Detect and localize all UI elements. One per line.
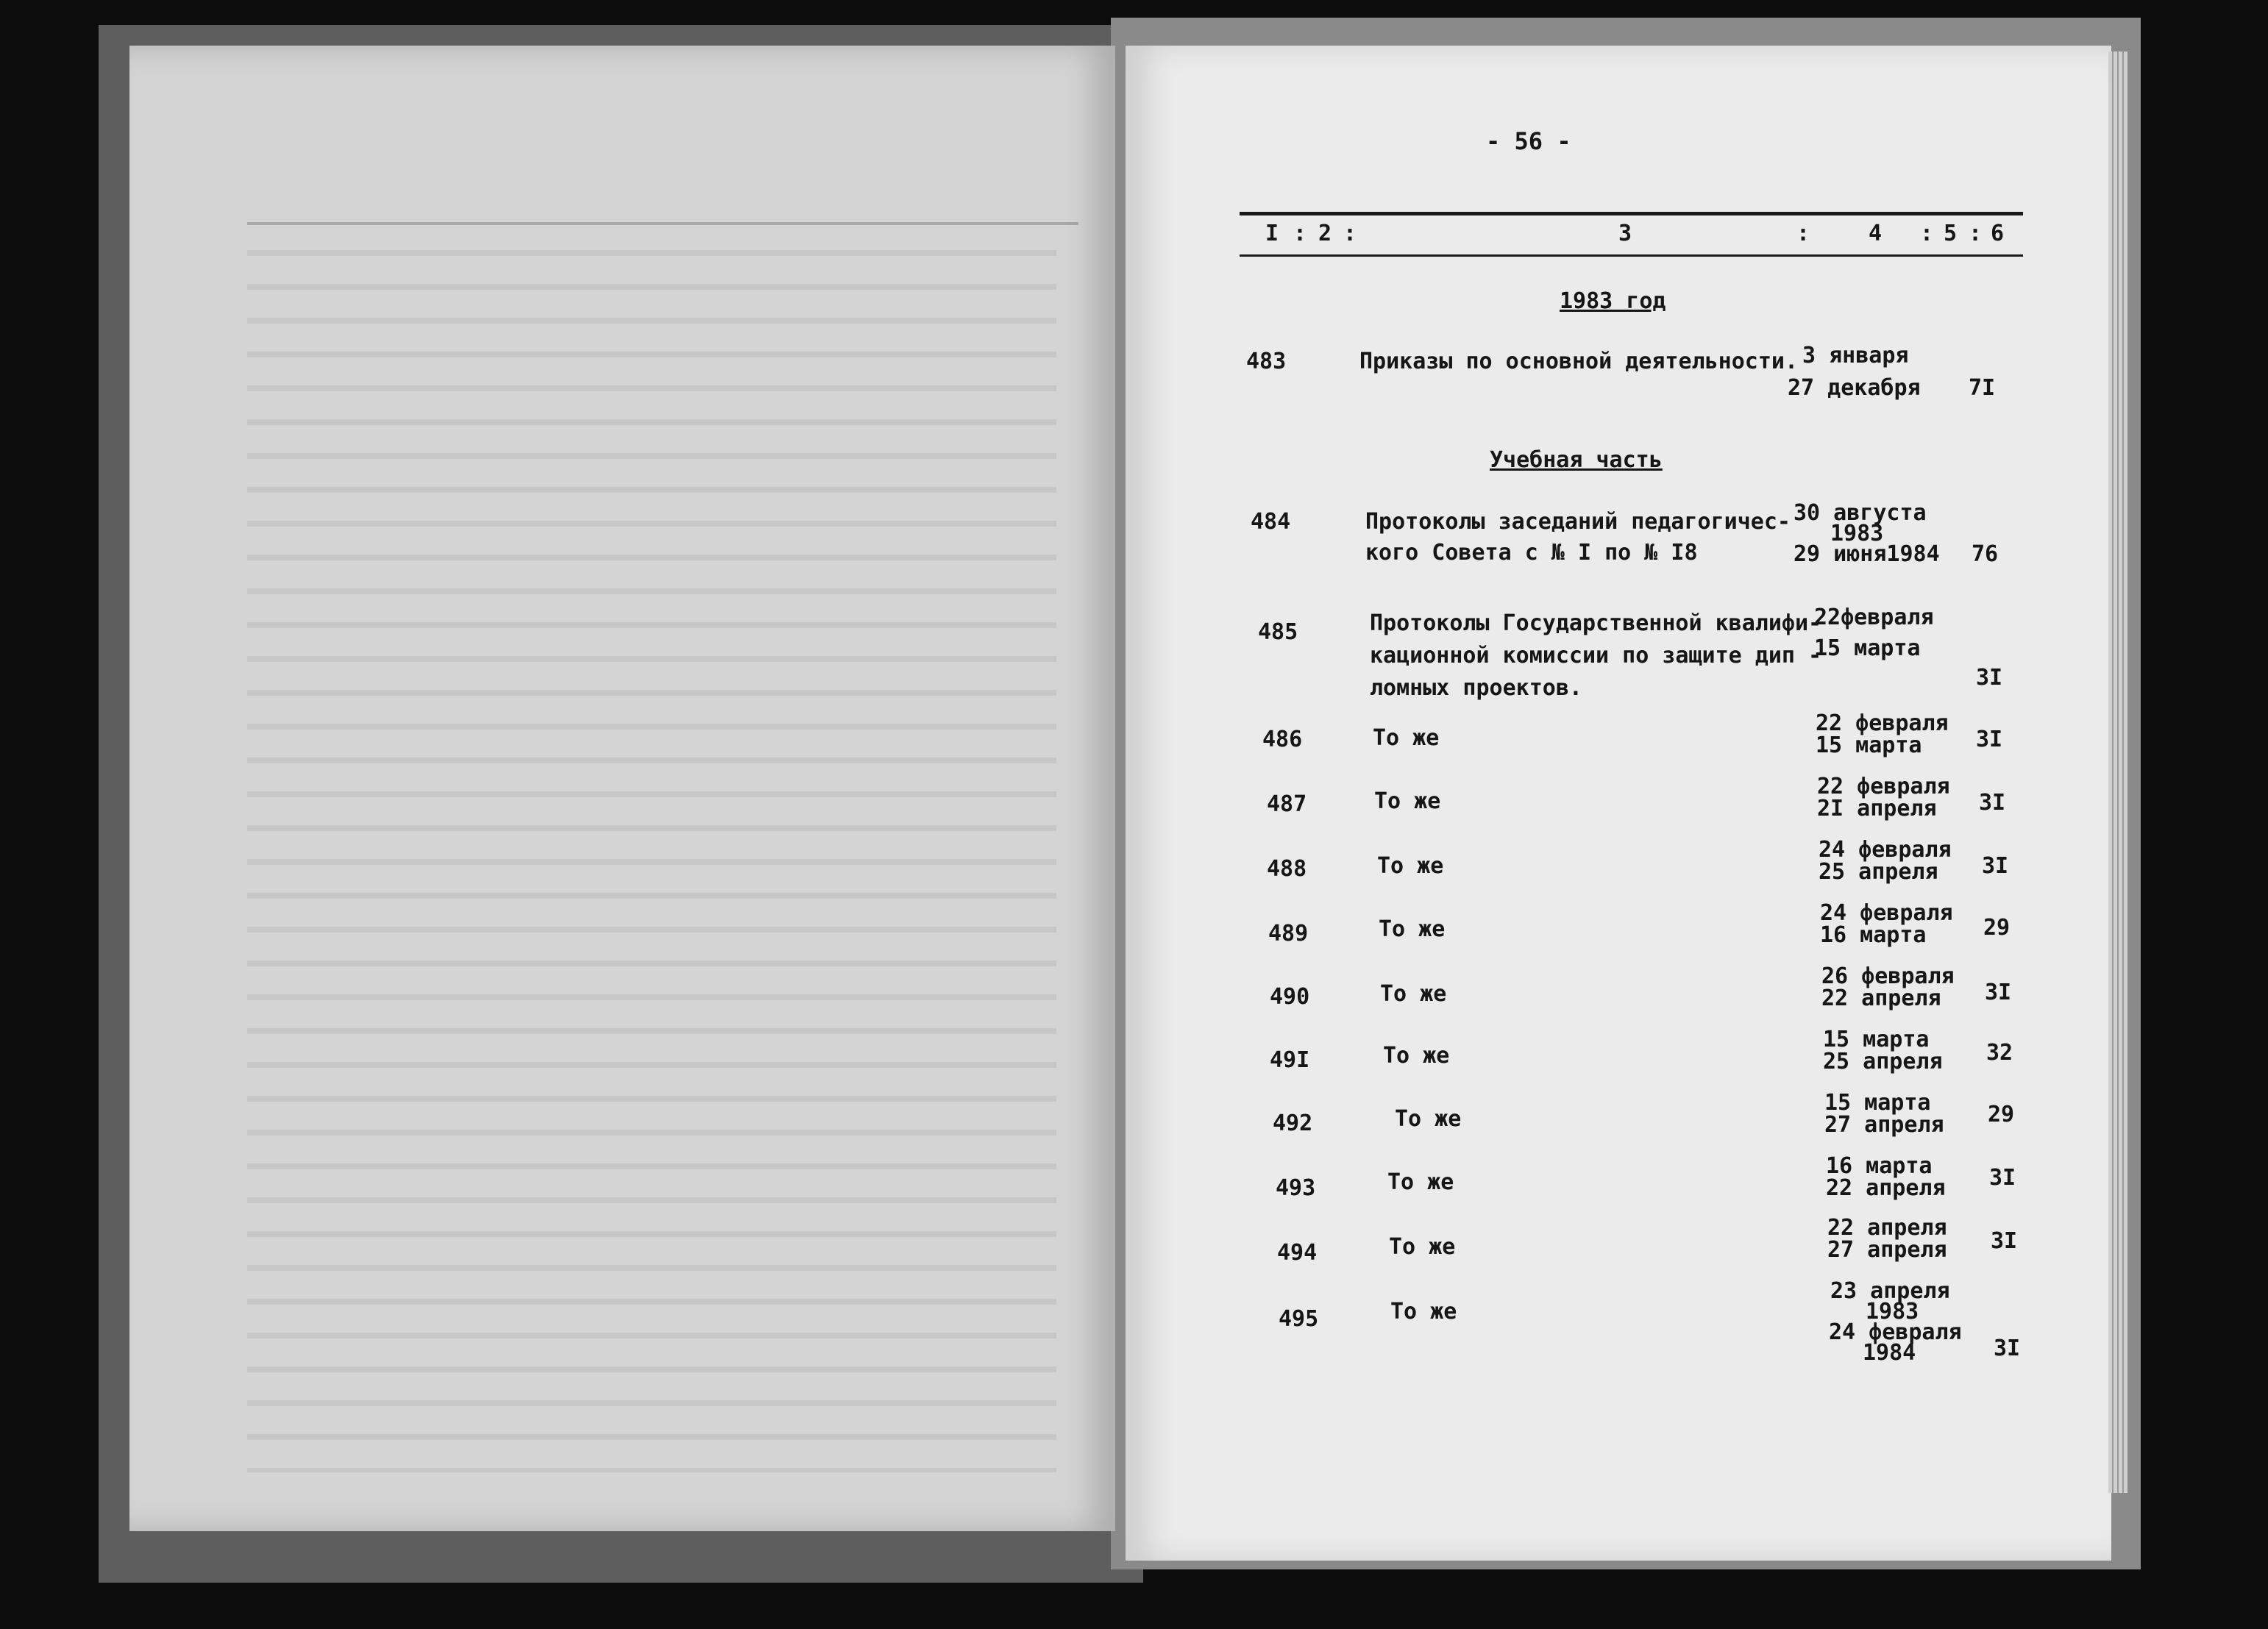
row-date-line: 27 апреля	[1827, 1237, 1947, 1263]
row-date-line: 16 марта	[1826, 1153, 1933, 1179]
row-sheets: 7I	[1969, 375, 1996, 401]
row-number: 490	[1270, 984, 1310, 1010]
page-number: - 56 -	[1486, 127, 1571, 155]
row-date-line: 30 августа	[1794, 500, 1927, 526]
row-date-line: 22 февраля	[1816, 710, 1949, 736]
row-date-line: 15 марта	[1824, 1090, 1931, 1116]
row-number: 493	[1276, 1175, 1316, 1201]
row-date-line: 1984	[1863, 1340, 1916, 1366]
row-title-line: Протоколы заседаний педагогичес-	[1365, 509, 1791, 535]
row-title-line: То же	[1374, 788, 1441, 814]
row-title-line: То же	[1379, 916, 1446, 942]
row-number: 489	[1268, 921, 1309, 947]
row-sheets: 29	[1983, 915, 2011, 941]
row-title-line: То же	[1395, 1106, 1462, 1132]
row-date-line: 15 марта	[1823, 1027, 1930, 1052]
section-heading: Учебная часть	[1490, 447, 1663, 473]
row-sheets: 3I	[1994, 1336, 2021, 1361]
row-sheets: 32	[1986, 1040, 2013, 1066]
row-title-line: То же	[1373, 725, 1440, 751]
row-sheets: 3I	[1982, 853, 2009, 879]
row-date-line: 15 марта	[1814, 635, 1921, 661]
row-number: 484	[1251, 509, 1291, 535]
col-separator: :	[1920, 221, 1934, 246]
row-title-line: То же	[1389, 1234, 1456, 1260]
row-title-line: Протоколы Государственной квалифи-	[1370, 610, 1822, 636]
row-date-line: 29 июня1984	[1794, 541, 1940, 567]
col-header-1: I	[1265, 221, 1279, 246]
row-title-line: То же	[1377, 853, 1444, 879]
row-title-line: То же	[1383, 1043, 1450, 1069]
row-sheets: 29	[1988, 1102, 2015, 1127]
row-date-line: 15 марта	[1816, 732, 1922, 758]
col-separator: :	[1293, 221, 1307, 246]
row-date-line: 24 февраля	[1820, 900, 1953, 926]
row-sheets: 3I	[1991, 1228, 2018, 1254]
col-header-4: 4	[1869, 221, 1883, 246]
row-number: 486	[1262, 727, 1303, 752]
row-number: 487	[1267, 791, 1307, 817]
col-header-5: 5	[1944, 221, 1958, 246]
row-sheets: 76	[1972, 541, 1999, 567]
col-separator: :	[1969, 221, 1983, 246]
row-date-line: 22февраля	[1814, 605, 1934, 630]
row-number: 483	[1246, 349, 1287, 374]
row-number: 495	[1279, 1306, 1319, 1332]
row-date-line: 16 марта	[1820, 922, 1927, 948]
col-separator: :	[1796, 221, 1810, 246]
row-title-line: То же	[1387, 1169, 1454, 1195]
row-title-line: ломных проектов.	[1370, 675, 1582, 701]
header-rule-top	[1240, 212, 2023, 215]
row-date-line: 23 апреля	[1830, 1278, 1950, 1304]
row-date-line: 3 января	[1802, 343, 1909, 368]
row-date-line: 1983	[1830, 521, 1884, 546]
row-title-line: То же	[1390, 1299, 1457, 1325]
row-date-line: 2I апреля	[1817, 796, 1937, 821]
row-date-line: 25 апреля	[1823, 1049, 1943, 1074]
header-rule-bottom	[1240, 254, 2023, 257]
row-date-line: 27 декабря	[1788, 375, 1921, 401]
bleed-through-text	[247, 222, 1056, 1472]
col-header-2: 2	[1318, 221, 1332, 246]
row-sheets: 3I	[1976, 665, 2003, 691]
row-number: 485	[1258, 619, 1298, 645]
row-number: 494	[1277, 1240, 1318, 1266]
row-sheets: 3I	[1989, 1165, 2016, 1191]
col-separator: :	[1343, 221, 1357, 246]
year-heading: 1983 год	[1560, 288, 1666, 314]
row-date-line: 25 апреля	[1819, 859, 1938, 885]
row-number: 492	[1273, 1111, 1313, 1136]
page-edges	[2108, 51, 2127, 1493]
row-date-line: 24 февраля	[1819, 837, 1952, 863]
row-sheets: 3I	[1979, 790, 2006, 816]
row-sheets: 3I	[1976, 727, 2003, 752]
row-title-line: То же	[1380, 981, 1447, 1007]
row-date-line: 22 апреля	[1826, 1175, 1946, 1201]
row-date-line: 26 февраля	[1821, 963, 1955, 989]
row-date-line: 22 февраля	[1817, 774, 1950, 799]
row-title-line: кого Совета с № I по № I8	[1365, 540, 1698, 566]
row-date-line: 24 февраля	[1829, 1319, 1962, 1345]
row-number: 488	[1267, 856, 1307, 882]
col-header-3: 3	[1618, 221, 1632, 246]
row-title-line: кационной комиссии по защите дип -	[1370, 643, 1822, 669]
row-date-line: 22 апреля	[1821, 985, 1941, 1011]
col-header-6: 6	[1991, 221, 2005, 246]
row-number: 49I	[1270, 1047, 1310, 1073]
row-title-line: Приказы по основной деятельности.	[1359, 349, 1799, 374]
row-date-line: 1983	[1866, 1299, 1919, 1325]
row-date-line: 27 апреля	[1824, 1112, 1944, 1138]
row-date-line: 22 апреля	[1827, 1215, 1947, 1241]
left-page	[129, 46, 1115, 1531]
row-sheets: 3I	[1985, 980, 2012, 1005]
